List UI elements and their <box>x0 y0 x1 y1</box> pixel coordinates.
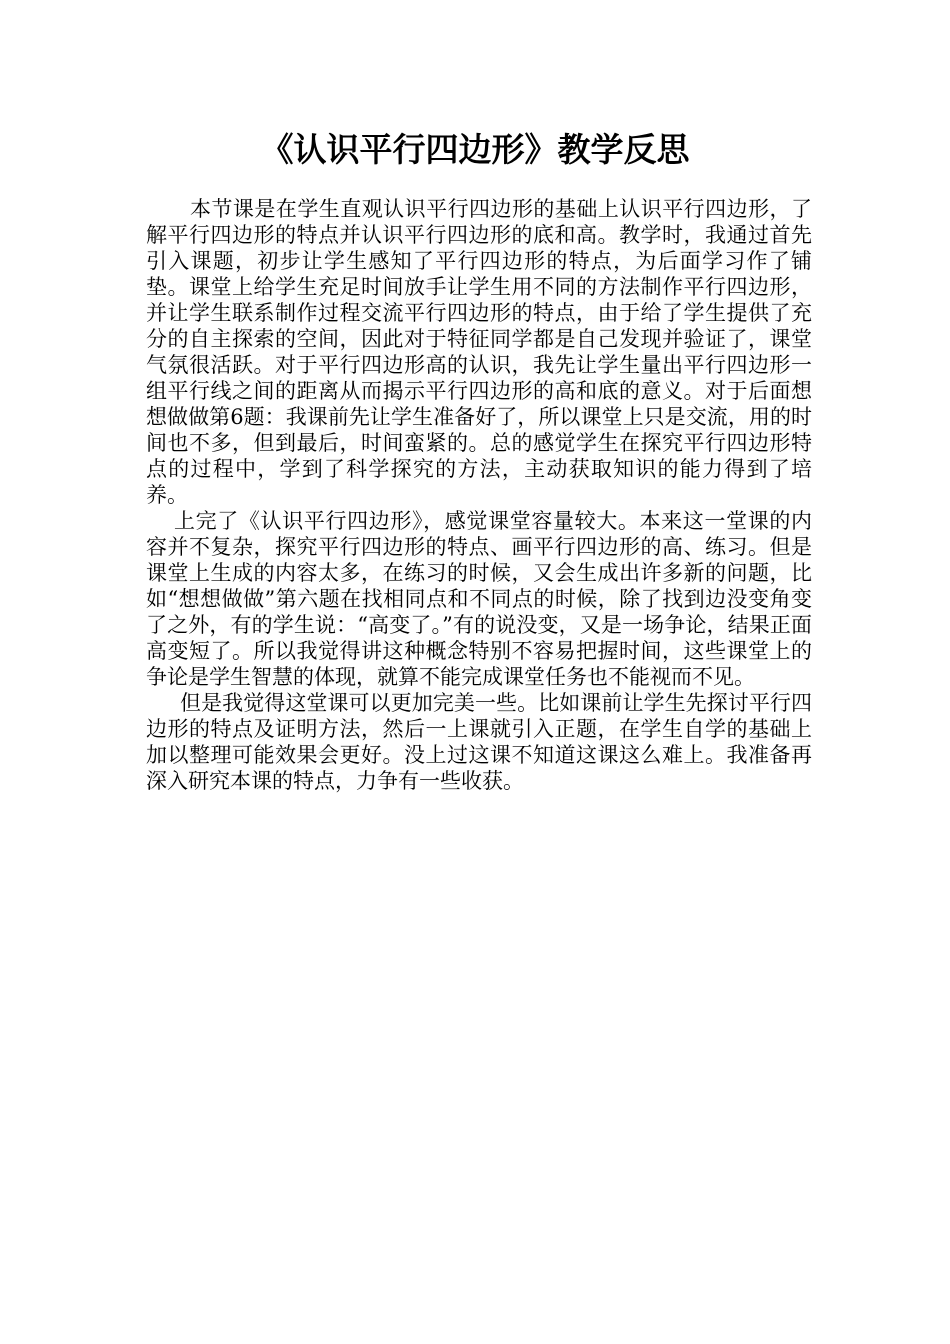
paragraph-2: 上完了《认识平行四边形》，感觉课堂容量较大。本来这一堂课的内容并不复杂，探究平行四边形的特点、画平行四边形的高、练习。但是课堂上生成的内容太多，在练习的时候，又会生成出许多新的问题，比如“想想做做”第六题在找相同点和不同点的时候，除了找到边没变角变了之外，有的学生说：“高变了。”有的说没变，又是一场争论，结果正面高变短了。所以我觉得讲这种概念特别不容易把握时间，这些课堂上的争论是学生智慧的体现，就算不能完成课堂任务也不能视而不见。 <box>146 509 812 689</box>
document-body <box>146 196 812 794</box>
paragraph-1: 本节课是在学生直观认识平行四边形的基础上认识平行四边形，了解平行四边形的特点并认识平行四边形的底和高。教学时，我通过首先引入课题，初步让学生感知了平行四边形的特点，为后面学习作了铺垫。课堂上给学生充足时间放手让学生用不同的方法制作平行四边形，并让学生联系制作过程交流平行四边形的特点，由于给了学生提供了充分的自主探索的空间，因此对于特征同学都是自己发现并验证了，课堂气氛很活跃。对于平行四边形高的认识，我先让学生量出平行四边形一组平行线之间的距离从而揭示平行四边形的高和底的意义。对于后面想想做做第6题：我课前先让学生准备好了，所以课堂上只是交流，用的时间也不多，但到最后，时间蛮紧的。总的感觉学生在探究平行四边形特点的过程中，学到了科学探究的方法，主动获取知识的能力得到了培养。 <box>146 197 812 507</box>
document-title: 《认识平行四边形》教学反思 <box>260 130 690 169</box>
paragraph-3: 但是我觉得这堂课可以更加完美一些。比如课前让学生先探讨平行四边形的特点及证明方法，然后一上课就引入正题，在学生自学的基础上加以整理可能效果会更好。没上过这课不知道这课这么难上。我准备再深入研究本课的特点，力争有一些收获。 <box>146 691 812 793</box>
